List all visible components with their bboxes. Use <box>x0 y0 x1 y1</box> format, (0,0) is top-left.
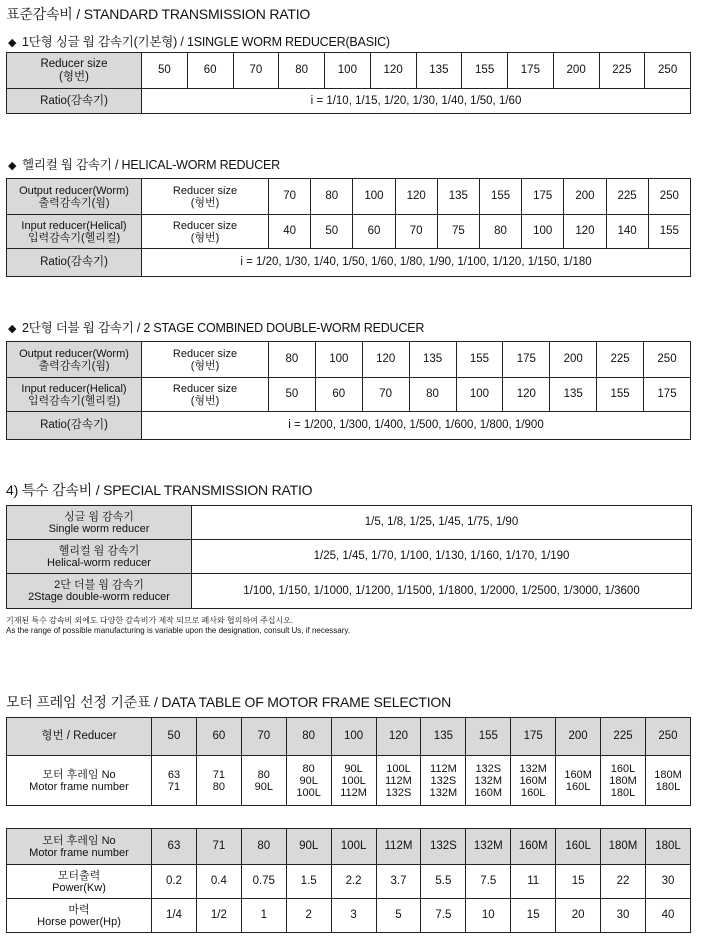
frame-header-line-1: 모터 후레임 No <box>42 768 116 781</box>
size-cell: 175 <box>644 378 691 412</box>
frame-header-line-2: Motor frame number <box>29 780 129 793</box>
frame-value: 160M <box>564 768 592 781</box>
special-row-label-line-2: Single worm reducer <box>48 522 150 535</box>
size-label-line-2: (형번) <box>190 359 220 372</box>
size-cell: 100 <box>456 378 503 412</box>
frame-value: 90L <box>299 774 318 787</box>
frame-cell: 160L <box>556 829 601 865</box>
power-cell: 0.4 <box>196 865 241 899</box>
horsepower-cell: 30 <box>601 899 646 933</box>
horsepower-cell: 20 <box>556 899 601 933</box>
frame-cell <box>511 756 556 806</box>
section-3-title <box>8 318 424 336</box>
frame-value: 100L <box>386 762 411 775</box>
size-cell: 100 <box>325 53 371 89</box>
reducer-cell: 200 <box>556 718 601 756</box>
frame-cell <box>241 756 286 806</box>
frame-value: 80 <box>302 762 315 775</box>
size-cell: 155 <box>479 179 521 215</box>
horsepower-cell: 7.5 <box>421 899 466 933</box>
size-cell: 135 <box>416 53 462 89</box>
size-label-line-1: Reducer size <box>172 347 238 360</box>
size-cell: 70 <box>233 53 279 89</box>
frame-value: 90L <box>344 762 363 775</box>
frame-value: 160M <box>474 786 503 799</box>
size-label-line-1: Reducer size <box>172 382 238 395</box>
size-cell: 120 <box>362 342 409 378</box>
frame-value: 180L <box>610 786 636 799</box>
reducer-cell: 70 <box>241 718 286 756</box>
input-reducer-line-2: 입력감속기(헬리컬) <box>27 394 121 407</box>
frame-cell: 71 <box>196 829 241 865</box>
size-cell: 75 <box>437 215 479 249</box>
special-row-value: 1/100, 1/150, 1/1000, 1/1200, 1/1500, 1/1800, 1/2000, 1/2500, 1/3000, 1/3600 <box>192 574 692 609</box>
size-cell: 155 <box>456 342 503 378</box>
horsepower-cell: 2 <box>286 899 331 933</box>
frame-value: 160L <box>610 762 636 775</box>
power-cell: 5.5 <box>421 865 466 899</box>
size-label-line-1: Reducer size <box>172 184 238 197</box>
special-row-value: 1/5, 1/8, 1/25, 1/45, 1/75, 1/90 <box>192 506 692 540</box>
frame-cell: 112M <box>376 829 421 865</box>
frame-value: 112M <box>385 774 412 787</box>
frame-header <box>7 756 152 806</box>
horsepower-cell: 1/2 <box>196 899 241 933</box>
size-cell: 175 <box>503 342 550 378</box>
horsepower-cell: 5 <box>376 899 421 933</box>
frame-value: 112M <box>430 762 457 775</box>
input-reducer-header <box>7 215 142 249</box>
frame-value: 71 <box>167 780 181 793</box>
power-cell: 15 <box>556 865 601 899</box>
bullet-icon: ◆ <box>8 37 17 49</box>
output-reducer-line-1: Output reducer(Worm) <box>19 184 129 197</box>
frame-value: 100L <box>341 774 366 787</box>
frame-cell <box>196 756 241 806</box>
size-label-line-1: Reducer size <box>172 219 238 232</box>
ratio-header: Ratio(감속기) <box>7 412 142 440</box>
size-cell: 175 <box>508 53 554 89</box>
size-cell: 70 <box>362 378 409 412</box>
page-title: 표준감속비 / STANDARD TRANSMISSION RATIO <box>6 6 311 22</box>
frame-cell <box>286 756 331 806</box>
reducer-cell: 175 <box>511 718 556 756</box>
ratio-header: Ratio(감속기) <box>7 89 142 114</box>
frame-cell <box>601 756 646 806</box>
power-cell: 22 <box>601 865 646 899</box>
frame-cell <box>376 756 421 806</box>
size-cell: 80 <box>279 53 325 89</box>
frame-value: 80 <box>212 780 225 793</box>
power-cell: 30 <box>645 865 690 899</box>
input-reducer-line-1: Input reducer(Helical) <box>21 219 127 232</box>
size-cell: 175 <box>522 179 564 215</box>
output-reducer-header <box>7 342 142 378</box>
section-2-title <box>8 155 280 173</box>
size-cell: 250 <box>648 179 690 215</box>
size-cell: 100 <box>315 342 362 378</box>
size-cell: 50 <box>142 53 188 89</box>
frame-value: 132M <box>519 762 547 775</box>
frame-cell: 100L <box>331 829 376 865</box>
frame-value: 63 <box>167 768 181 781</box>
size-cell: 250 <box>644 342 691 378</box>
reducer-cell: 250 <box>645 718 690 756</box>
reducer-cell: 50 <box>152 718 197 756</box>
size-cell: 120 <box>503 378 550 412</box>
special-row-label-line-1: 싱글 웜 감속기 <box>64 510 134 523</box>
special-row-label <box>7 506 192 540</box>
horsepower-cell: 3 <box>331 899 376 933</box>
special-row-label <box>7 574 192 609</box>
section-2-title-text: 헬리컬 웜 감속기 / HELICAL-WORM REDUCER <box>22 158 281 172</box>
frame-value: 160M <box>519 774 547 787</box>
frame-value: 180M <box>654 768 682 781</box>
reducer-cell: 225 <box>601 718 646 756</box>
power-cell: 11 <box>511 865 556 899</box>
horsepower-header-line-1: 마력 <box>68 903 90 916</box>
table-helical-worm <box>6 178 691 277</box>
frame-cell: 132M <box>466 829 511 865</box>
frame-value: 160L <box>520 786 546 799</box>
power-cell: 2.2 <box>331 865 376 899</box>
size-cell: 120 <box>395 179 437 215</box>
size-cell: 100 <box>353 179 395 215</box>
horsepower-cell: 1 <box>241 899 286 933</box>
power-cell: 7.5 <box>466 865 511 899</box>
horsepower-cell: 10 <box>466 899 511 933</box>
size-label <box>142 179 269 215</box>
note-english: As the range of possible manufacturing is variable upon the designation, consult Us, if necessary. <box>6 626 351 635</box>
size-header-line-2: (형번) <box>59 70 89 83</box>
reducer-cell: 155 <box>466 718 511 756</box>
frame-value: 90L <box>254 780 273 793</box>
table-double-worm <box>6 341 691 440</box>
input-reducer-line-2: 입력감속기(헬리컬) <box>27 231 121 244</box>
section-1-title <box>8 32 390 50</box>
size-cell: 135 <box>409 342 456 378</box>
frame-value: 80 <box>257 768 270 781</box>
size-cell: 225 <box>597 342 644 378</box>
size-label <box>142 215 269 249</box>
size-cell: 50 <box>311 215 353 249</box>
frame-value: 112M <box>340 786 367 799</box>
size-label-line-2: (형번) <box>190 196 220 209</box>
size-cell: 50 <box>269 378 316 412</box>
frame-cell: 132S <box>421 829 466 865</box>
reducer-cell: 80 <box>286 718 331 756</box>
section-5-title: 모터 프레임 선정 기준표 / DATA TABLE OF MOTOR FRAME SELECTION <box>6 694 452 710</box>
frame-value: 180L <box>655 780 681 793</box>
bullet-icon: ◆ <box>8 323 17 335</box>
power-cell: 0.75 <box>241 865 286 899</box>
size-label <box>142 342 269 378</box>
size-cell: 120 <box>370 53 416 89</box>
frame-cell: 63 <box>152 829 197 865</box>
special-row-label <box>7 540 192 574</box>
power-cell: 0.2 <box>152 865 197 899</box>
input-reducer-header <box>7 378 142 412</box>
power-header-line-2: Power(Kw) <box>52 881 106 894</box>
frame-cell <box>645 756 690 806</box>
frame-value: 160L <box>565 780 591 793</box>
horsepower-header-line-2: Horse power(Hp) <box>37 915 121 928</box>
ratio-value: i = 1/200, 1/300, 1/400, 1/500, 1/600, 1/800, 1/900 <box>142 412 691 440</box>
frame-header <box>7 829 152 865</box>
table-special-ratio <box>6 505 692 609</box>
size-cell: 250 <box>645 53 691 89</box>
frame-header-line-2: Motor frame number <box>29 846 129 859</box>
frame-value: 71 <box>212 768 225 781</box>
special-row-label-line-1: 헬리컬 웜 감속기 <box>58 544 140 557</box>
size-cell: 60 <box>187 53 233 89</box>
size-cell: 100 <box>522 215 564 249</box>
size-header <box>7 53 142 89</box>
ratio-header: Ratio(감속기) <box>7 249 142 277</box>
frame-cell: 160M <box>511 829 556 865</box>
reducer-cell: 120 <box>376 718 421 756</box>
table-single-worm <box>6 52 691 114</box>
horsepower-cell: 1/4 <box>152 899 197 933</box>
frame-value: 132S <box>475 762 502 775</box>
size-cell: 200 <box>553 53 599 89</box>
size-cell: 225 <box>606 179 648 215</box>
size-label-line-2: (형번) <box>190 394 220 407</box>
section-1-title-text: 1단형 싱글 웜 감속기(기본형) / 1SINGLE WORM REDUCER(BASIC) <box>22 35 390 49</box>
frame-cell <box>331 756 376 806</box>
size-cell: 140 <box>606 215 648 249</box>
special-row-label-line-1: 2단 더블 웜 감속기 <box>54 579 144 591</box>
output-reducer-header <box>7 179 142 215</box>
size-cell: 200 <box>564 179 606 215</box>
size-cell: 60 <box>353 215 395 249</box>
size-cell: 120 <box>564 215 606 249</box>
output-reducer-line-2: 출력감속기(웜) <box>38 359 110 372</box>
size-header-line-1: Reducer size <box>40 57 108 70</box>
reducer-cell: 100 <box>331 718 376 756</box>
frame-cell <box>556 756 601 806</box>
size-cell: 155 <box>597 378 644 412</box>
size-cell: 80 <box>311 179 353 215</box>
special-row-value: 1/25, 1/45, 1/70, 1/100, 1/130, 1/160, 1/170, 1/190 <box>192 540 692 574</box>
size-cell: 135 <box>550 378 597 412</box>
size-cell: 40 <box>269 215 311 249</box>
special-row-label-line-2: 2Stage double-worm reducer <box>28 591 170 603</box>
frame-cell <box>152 756 197 806</box>
reducer-cell: 135 <box>421 718 466 756</box>
section-4-title: 4) 특수 감속비 / SPECIAL TRANSMISSION RATIO <box>6 482 313 498</box>
size-cell: 70 <box>269 179 311 215</box>
size-cell: 70 <box>395 215 437 249</box>
power-cell: 3.7 <box>376 865 421 899</box>
power-header <box>7 865 152 899</box>
ratio-value: i = 1/10, 1/15, 1/20, 1/30, 1/40, 1/50, 1/60 <box>142 89 691 114</box>
size-label <box>142 378 269 412</box>
size-cell: 60 <box>315 378 362 412</box>
input-reducer-line-1: Input reducer(Helical) <box>21 382 127 395</box>
horsepower-header <box>7 899 152 933</box>
reducer-cell: 60 <box>196 718 241 756</box>
frame-cell <box>466 756 511 806</box>
frame-cell: 80 <box>241 829 286 865</box>
frame-value: 132S <box>385 786 412 799</box>
frame-cell: 90L <box>286 829 331 865</box>
note-korean: 기재된 특수 감속비 외에도 다양한 감속비가 제작 되므로 폐사와 협의하여 주십시오. <box>6 616 294 625</box>
table-motor-frame-selection <box>6 717 691 806</box>
frame-cell: 180L <box>645 829 690 865</box>
frame-header-line-1: 모터 후레임 No <box>42 834 116 847</box>
size-cell: 200 <box>550 342 597 378</box>
size-label-line-2: (형번) <box>190 231 220 244</box>
bullet-icon: ◆ <box>8 160 17 172</box>
frame-value: 100L <box>296 786 321 799</box>
output-reducer-line-1: Output reducer(Worm) <box>19 347 129 360</box>
size-cell: 155 <box>462 53 508 89</box>
frame-cell: 180M <box>601 829 646 865</box>
size-cell: 80 <box>269 342 316 378</box>
frame-cell <box>421 756 466 806</box>
horsepower-cell: 40 <box>645 899 690 933</box>
frame-value: 132M <box>429 786 458 799</box>
size-cell: 225 <box>599 53 645 89</box>
size-cell: 80 <box>409 378 456 412</box>
power-header-line-1: 모터출력 <box>57 869 101 882</box>
frame-value: 132S <box>430 774 457 787</box>
horsepower-cell: 15 <box>511 899 556 933</box>
size-cell: 135 <box>437 179 479 215</box>
reducer-header: 형번 / Reducer <box>7 718 152 756</box>
frame-value: 180M <box>609 774 637 787</box>
frame-value: 132M <box>474 774 503 787</box>
size-cell: 80 <box>479 215 521 249</box>
ratio-value: i = 1/20, 1/30, 1/40, 1/50, 1/60, 1/80, 1/90, 1/100, 1/120, 1/150, 1/180 <box>142 249 691 277</box>
size-cell: 155 <box>648 215 690 249</box>
table-motor-power <box>6 828 691 933</box>
output-reducer-line-2: 출력감속기(웜) <box>38 196 110 209</box>
special-row-label-line-2: Helical-worm reducer <box>47 556 151 569</box>
power-cell: 1.5 <box>286 865 331 899</box>
section-3-title-text: 2단형 더블 웜 감속기 / 2 STAGE COMBINED DOUBLE-WORM REDUCER <box>22 321 425 335</box>
